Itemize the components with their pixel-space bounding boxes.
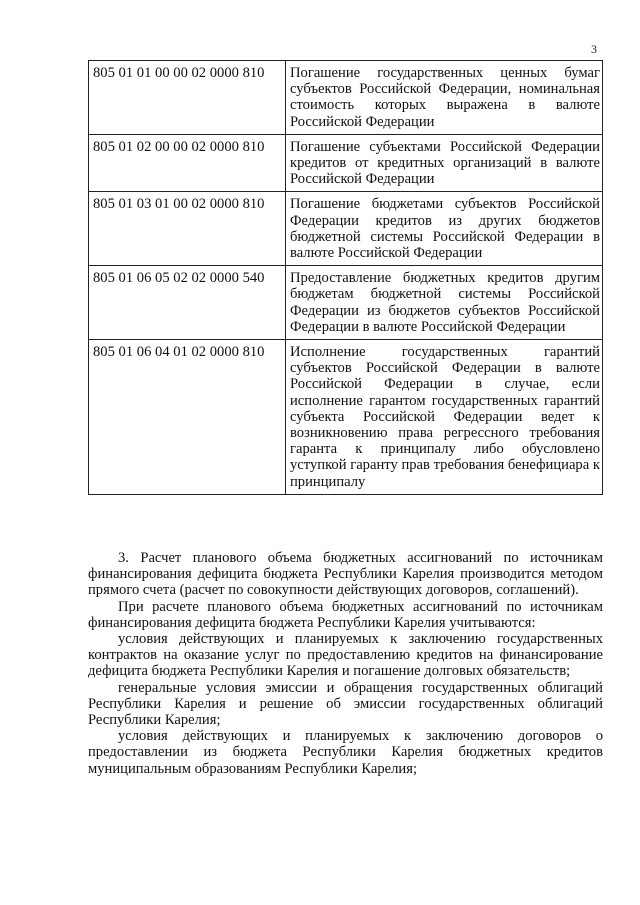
paragraph-bond-conditions: генеральные условия эмиссии и обращения государственных облигаций Республики Карелия и решение об эмиссии государственных облигаций Республики Карелия; (88, 679, 603, 729)
budget-code: 805 01 06 04 01 02 0000 810 (89, 340, 286, 495)
budget-code-description: Погашение государственных ценных бумаг субъектов Российской Федерации, номинальная стоимость которых выражена в валюте Российской Федерации (286, 61, 603, 135)
table-row (89, 134, 603, 192)
body-text (88, 550, 603, 777)
paragraph-considerations-intro: При расчете планового объема бюджетных ассигнований по источникам финансирования дефицита бюджета Республики Карелия учитываются: (88, 598, 603, 631)
page-number: 3 (591, 42, 597, 56)
budget-code: 805 01 02 00 00 02 0000 810 (89, 134, 286, 192)
table-row (89, 61, 603, 135)
paragraph-calculation-method: 3. Расчет планового объема бюджетных ассигнований по источникам финансирования дефицита бюджета Республики Карелия производится методом прямого счета (расчет по совокупности действующих договоров, соглашений). (88, 550, 603, 599)
table-row (89, 192, 603, 266)
budget-code: 805 01 01 00 00 02 0000 810 (89, 61, 286, 135)
budget-code: 805 01 03 01 00 02 0000 810 (89, 192, 286, 266)
budget-code: 805 01 06 05 02 02 0000 540 (89, 266, 286, 340)
budget-code-description: Предоставление бюджетных кредитов другим бюджетам бюджетной системы Российской Федерации из бюджетов субъектов Российской Федерации в валюте Российской Федерации (286, 266, 603, 340)
paragraph-loan-agreements: условия действующих и планируемых к заключению договоров о предоставлении из бюджета Республики Карелия бюджетных кредитов муниципальным образованиям Республики Карелия; (88, 728, 603, 777)
budget-code-description: Погашение субъектами Российской Федерации кредитов от кредитных организаций в валюте Российской Федерации (286, 134, 603, 192)
budget-code-description: Погашение бюджетами субъектов Российской Федерации кредитов из других бюджетов бюджетной системы Российской Федерации в валюте Российской Федерации (286, 192, 603, 266)
paragraph-contract-conditions: условия действующих и планируемых к заключению государственных контрактов на оказание услуг по предоставлению кредитов на финансирование дефицита бюджета Республики Карелия и погашение долговых обязательств; (88, 631, 603, 680)
budget-code-description: Исполнение государственных гарантий субъектов Российской Федерации в валюте Российской Федерации в случае, если исполнение гарантом государственных гарантий субъекта Российской Федерации ведет к возникновению права регрессного требования гаранта к принципалу либо обусловлено уступкой гаранту прав требования бенефициара к принципалу (286, 340, 603, 495)
table-row (89, 340, 603, 495)
budget-codes-table (88, 60, 603, 495)
table-row (89, 266, 603, 340)
